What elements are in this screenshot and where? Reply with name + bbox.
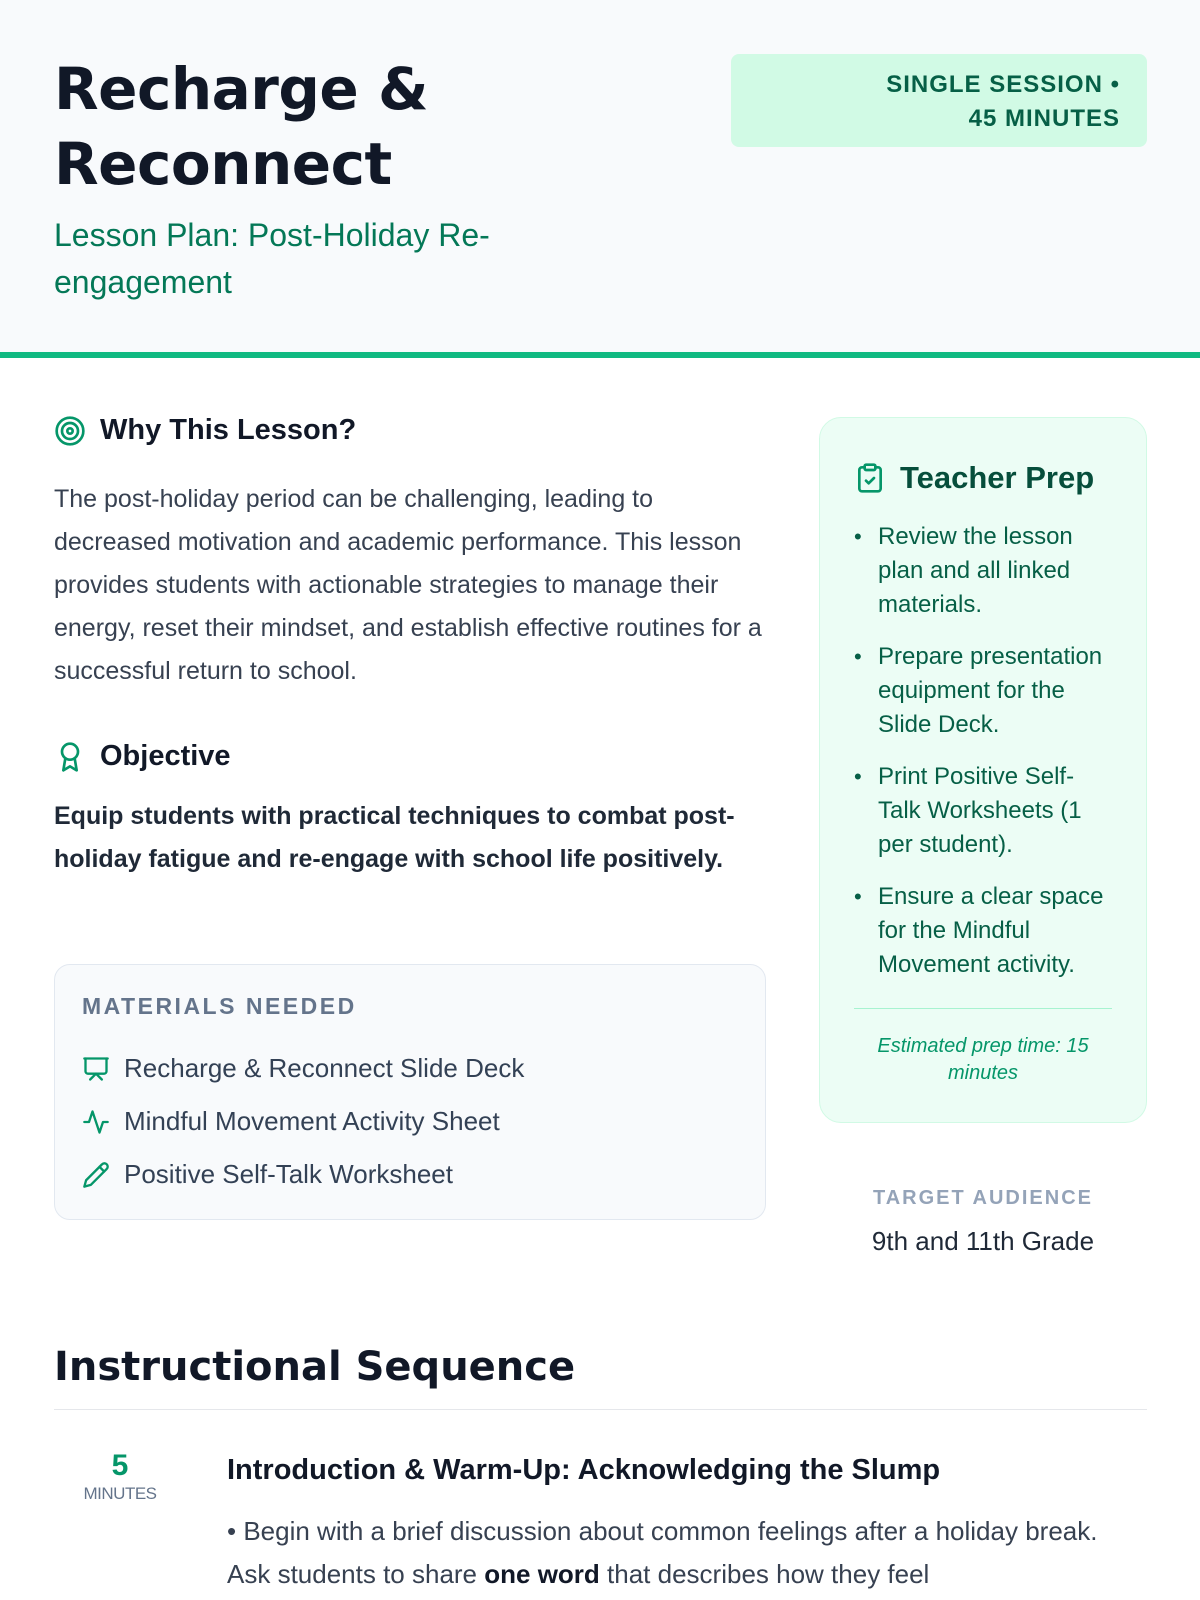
teacher-prep-card: [819, 417, 1147, 1123]
step-duration: [82, 1448, 158, 1504]
material-item: [82, 1095, 738, 1148]
objective-heading: Objective: [100, 740, 231, 772]
prep-list: [854, 520, 1112, 982]
step-description: [227, 1510, 1127, 1596]
prep-divider: [854, 1008, 1112, 1009]
lesson-header: [0, 0, 1200, 358]
material-label: Mindful Movement Activity Sheet: [124, 1106, 500, 1136]
prep-item: • Review the lesson plan and all linked materials.: [854, 520, 1112, 622]
step-text-part: that describes how they feel: [599, 1559, 930, 1589]
award-icon: [54, 741, 86, 773]
step-duration-unit: MINUTES: [83, 1484, 157, 1503]
prep-item: • Prepare presentation equipment for the Slide Deck.: [854, 640, 1112, 742]
prep-item: • Print Positive Self-Talk Worksheets (1 per student).: [854, 760, 1112, 862]
target-audience: [819, 1187, 1147, 1257]
prep-item: • Ensure a clear space for the Mindful Movement activity.: [854, 880, 1112, 982]
page-subtitle: Lesson Plan: Post-Holiday Re-engagement: [54, 217, 490, 300]
step-title: Introduction & Warm-Up: Acknowledging the Slump: [227, 1454, 941, 1486]
material-label: Recharge & Reconnect Slide Deck: [124, 1053, 525, 1083]
objective-section-heading: [54, 740, 231, 773]
session-badge: SINGLE SESSION • 45 MINUTES: [731, 54, 1147, 147]
activity-icon: [82, 1108, 110, 1136]
step-duration-number: 5: [111, 1449, 129, 1482]
sequence-heading: Instructional Sequence: [54, 1344, 576, 1390]
prep-heading: Teacher Prep: [900, 460, 1095, 495]
material-item: [82, 1042, 738, 1095]
materials-heading: MATERIALS NEEDED: [82, 993, 357, 1019]
target-icon: [54, 415, 86, 447]
audience-value: 9th and 11th Grade: [871, 1226, 1095, 1256]
objective-text: Equip students with practical techniques to combat post-holiday fatigue and re-engage with school life positively.: [54, 802, 735, 873]
why-section-heading: [54, 414, 356, 447]
material-item: [82, 1148, 738, 1201]
why-text: The post-holiday period can be challenging, leading to decreased motivation and academic performance. This lesson provides students with actionable strategies to manage their energy, reset their mindset, and establish effective routines for a successful return to school.: [54, 485, 762, 685]
audience-label: TARGET AUDIENCE: [873, 1187, 1093, 1209]
clipboard-check-icon: [854, 461, 886, 495]
why-heading: Why This Lesson?: [100, 414, 357, 446]
prep-heading-row: [854, 460, 1112, 496]
pencil-icon: [82, 1161, 110, 1189]
sequence-divider: [54, 1409, 1147, 1410]
presentation-icon: [82, 1055, 110, 1083]
prep-time-estimate: Estimated prep time: 15 minutes: [877, 1035, 1089, 1084]
page-title: Recharge & Reconnect: [54, 55, 429, 198]
material-label: Positive Self-Talk Worksheet: [124, 1159, 453, 1189]
materials-box: [54, 964, 766, 1220]
step-text-part: • Begin with a brief discussion about common feelings after a holiday break. Ask students to share: [227, 1516, 1098, 1589]
step-text-emphasis: one word: [484, 1559, 600, 1589]
